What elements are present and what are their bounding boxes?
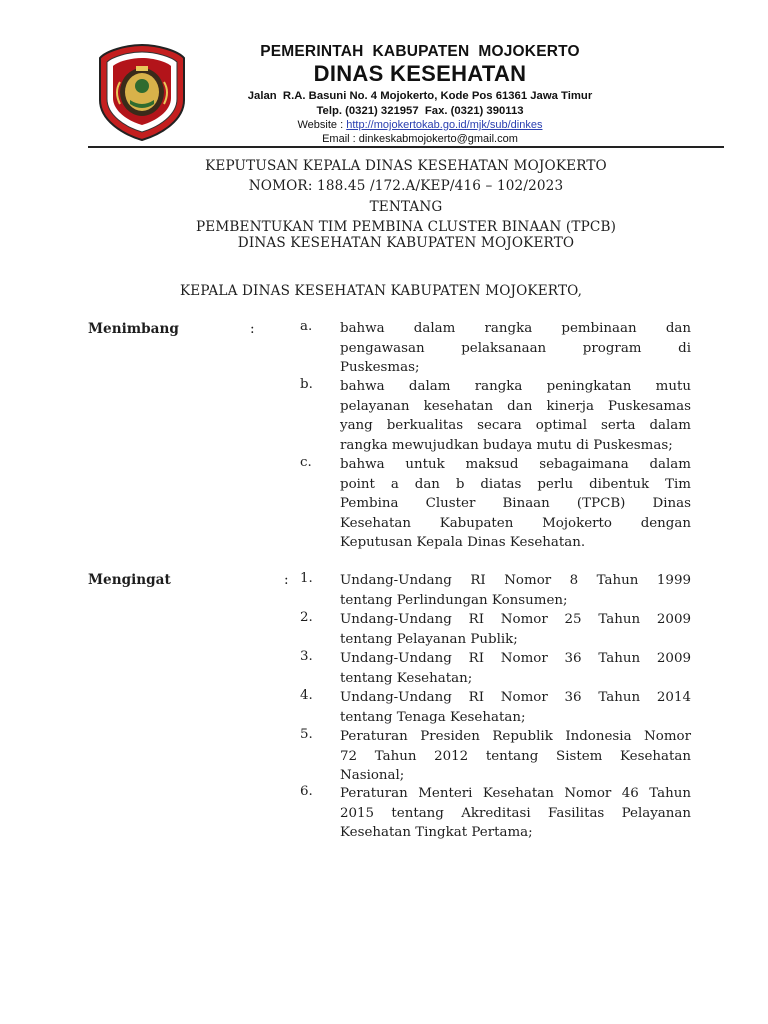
website-line — [230, 118, 610, 132]
item-text — [340, 455, 691, 553]
item-text — [340, 571, 691, 610]
item-line: Pembina Cluster Binaan (TPCB) Dinas — [340, 496, 691, 511]
item-line: tentang Kesehatan; — [340, 670, 473, 686]
office-phone: Telp. (0321) 321957 Fax. (0321) 390113 — [316, 104, 524, 117]
decree-subject-line-2: DINAS KESEHATAN KABUPATEN MOJOKERTO — [237, 235, 575, 251]
decree-number: NOMOR: 188.45 /172.A/KEP/416 – 102/2023 — [248, 178, 564, 194]
office-address: Jalan R.A. Basuni No. 4 Mojokerto, Kode Pos 61361 Jawa Timur — [247, 90, 593, 102]
item-line: Undang-Undang RI Nomor 36 Tahun 2009 — [340, 651, 691, 666]
website-link[interactable]: http://mojokertokab.go.id/mjk/sub/dinkes — [346, 119, 543, 131]
item-line: tentang Pelayanan Publik; — [340, 631, 518, 647]
item-line: Keputusan Kepala Dinas Kesehatan. — [340, 535, 586, 550]
mengingat-colon: : — [284, 572, 289, 588]
government-name: PEMERINTAH KABUPATEN MOJOKERTO — [260, 43, 580, 60]
item-line: Peraturan Presiden Republik Indonesia Nomor — [340, 729, 691, 744]
website-label: Website : — [297, 119, 347, 131]
item-line: Undang-Undang RI Nomor 25 Tahun 2009 — [340, 612, 691, 627]
item-text — [340, 688, 691, 727]
item-marker: 5. — [300, 727, 313, 742]
item-marker: b. — [300, 377, 313, 392]
item-line: Undang-Undang RI Nomor 8 Tahun 1999 — [340, 573, 691, 588]
item-text — [340, 649, 691, 688]
decree-issuer: KEPALA DINAS KESEHATAN KABUPATEN MOJOKERTO, — [180, 283, 583, 299]
item-text — [340, 319, 691, 378]
letterhead — [230, 42, 610, 146]
item-text — [340, 784, 691, 843]
decree-subject-line-1: PEMBENTUKAN TIM PEMBINA CLUSTER BINAAN (TPCB) — [195, 219, 617, 235]
menimbang-colon: : — [250, 321, 255, 337]
item-line: Undang-Undang RI Nomor 36 Tahun 2014 — [340, 690, 691, 705]
letterhead-divider — [88, 146, 724, 148]
item-marker: a. — [300, 319, 313, 334]
item-line: 72 Tahun 2012 tentang Sistem Kesehatan — [340, 748, 691, 764]
mengingat-label: Mengingat — [88, 572, 171, 588]
item-line: bahwa dalam rangka pembinaan dan — [340, 321, 691, 336]
item-line: bahwa untuk maksud sebagaimana dalam — [340, 457, 691, 472]
item-line: bahwa dalam rangka peningkatan mutu — [340, 379, 691, 394]
item-text — [340, 377, 691, 455]
item-line: pelayanan kesehatan dan kinerja Puskesamas — [340, 398, 691, 414]
coat-of-arms-logo — [96, 42, 188, 142]
item-text — [340, 727, 691, 786]
item-line: rangka mewujudkan budaya mutu di Puskesmas; — [340, 437, 673, 453]
item-marker: 6. — [300, 784, 313, 799]
item-marker: 2. — [300, 610, 313, 625]
item-marker: 4. — [300, 688, 313, 703]
decree-about: TENTANG — [369, 199, 443, 215]
item-marker: 3. — [300, 649, 313, 664]
item-line: tentang Perlindungan Konsumen; — [340, 592, 568, 608]
item-line: Puskesmas; — [340, 360, 420, 375]
item-line: Nasional; — [340, 768, 405, 783]
item-marker: 1. — [300, 571, 313, 586]
item-line: Peraturan Menteri Kesehatan Nomor 46 Tahun — [340, 786, 691, 801]
item-marker: c. — [300, 455, 312, 470]
item-line: yang berkualitas secara optimal serta dalam — [340, 418, 691, 433]
item-line: pengawasan pelaksanaan program di — [340, 340, 691, 356]
item-line: Kesehatan Kabupaten Mojokerto dengan — [340, 515, 691, 531]
menimbang-label: Menimbang — [88, 321, 179, 337]
item-line: tentang Tenaga Kesehatan; — [340, 709, 526, 725]
item-line: point a dan b diatas perlu dibentuk Tim — [340, 476, 691, 492]
item-text — [340, 610, 691, 649]
item-line: 2015 tentang Akreditasi Fasilitas Pelayanan — [340, 805, 691, 821]
department-name: DINAS KESEHATAN — [313, 61, 527, 86]
item-line: Kesehatan Tingkat Pertama; — [340, 825, 533, 840]
decree-title: KEPUTUSAN KEPALA DINAS KESEHATAN MOJOKERTO — [205, 158, 607, 174]
email-line: Email : dinkeskabmojokerto@gmail.com — [322, 133, 518, 145]
